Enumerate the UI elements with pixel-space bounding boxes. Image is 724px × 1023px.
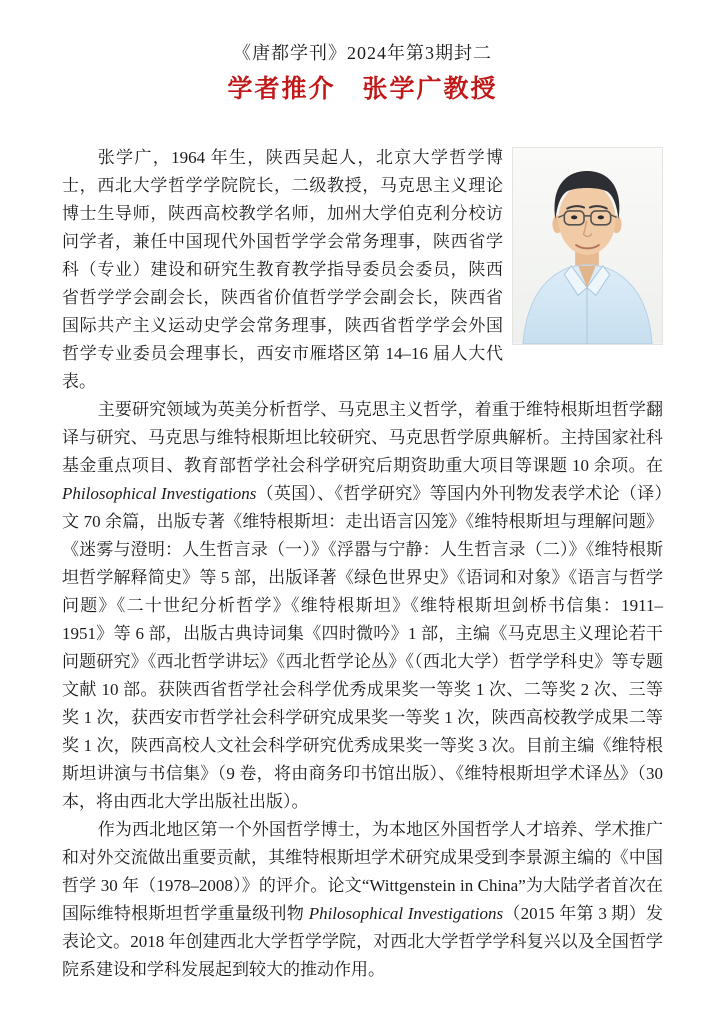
portrait-photo [512, 147, 663, 345]
photo-face [558, 184, 615, 255]
text-segment: （英国）、《哲学研究》等国内外刊物发表学术论（译）文 70 余篇，出版专著《维特根斯坦：走出语言囚笼》《维特根斯坦与理解问题》《迷雾与澄明：人生哲言录（一）》《浮嚣与宁静：人生哲言录（二）》《维特根斯坦哲学解释简史》等 5 部，出版译著《绿色世界史》《语词和对象》《语言与哲学问题》《二十世纪分析哲学》《维特根斯坦》《维特根斯坦剑桥书信集：1911–1951》等 6 部，出版古典诗词集《四时微吟》1 部，主编《马克思主义理论若干问题研究》《西北哲学讲坛》《西北哲学论丛》《（西北大学）哲学学科史》等专题文献 10 部。获陕西省哲学社会科学优秀成果奖一等奖 1 次、二等奖 2 次、三等奖 1 次，获西安市哲学社会科学研究成果奖一等奖 1 次，陕西高校教学成果二等奖 1 次，陕西高校人文社会科学研究优秀成果奖一等奖 3 次。目前主编《维特根斯坦讲演与书信集》（9 卷，将由商务印书馆出版）、《维特根斯坦学术译丛》（30 本，将由西北大学出版社出版）。 [62, 484, 663, 811]
paragraph-research-achievements [62, 396, 663, 816]
journal-header: 《唐都学刊》2024年第3期封二 [233, 43, 492, 63]
page-title: 学者推介 张学广教授 [227, 76, 498, 103]
text-segment: 作为西北地区第一个外国哲学博士，为本地区外国哲学人才培养、学术推广和对外交流做出重要贡献，其维特根斯坦学术研究成果受到李景源主编的《中国哲学 30 年（1978–2008）》的评介。论文“Wittgenstein in China”为大陆学者首次在国际维特根斯坦哲学重量级刊物 [62, 820, 663, 923]
text-segment: 主要研究领域为英美分析哲学、马克思主义哲学，着重于维特根斯坦哲学翻译与研究、马克思与维特根斯坦比较研究、马克思哲学原典解析。主持国家社科基金重点项目、教育部哲学社会科学研究后期资助重大项目等课题 10 余项。在 [62, 400, 663, 475]
article-body [62, 144, 663, 984]
text-segment: （2015 年第 3 期）发表论文。2018 年创建西北大学哲学学院，对西北大学哲学学科复兴以及全国哲学院系建设和学科发展起到较大的推动作用。 [62, 904, 663, 979]
text-segment: 张学广，1964 年生，陕西吴起人，北京大学哲学博士，西北大学哲学学院院长，二级教授，马克思主义理论博士生导师，陕西高校教学名师，加州大学伯克利分校访问学者，兼任中国现代外国哲学学会常务理事，陕西省学科（专业）建设和研究生教育教学指导委员会委员，陕西省哲学学会副会长，陕西省价值哲学学会副会长，陕西省国际共产主义运动史学会常务理事，陕西省哲学学会外国哲学专业委员会理事长，西安市雁塔区第 14–16 届人大代表。 [62, 148, 503, 391]
paragraph-influence [62, 816, 663, 984]
portrait-illustration [513, 148, 662, 344]
latin-italic-text: Philosophical Investigations [308, 904, 504, 923]
latin-italic-text: Philosophical Investigations [62, 484, 257, 503]
